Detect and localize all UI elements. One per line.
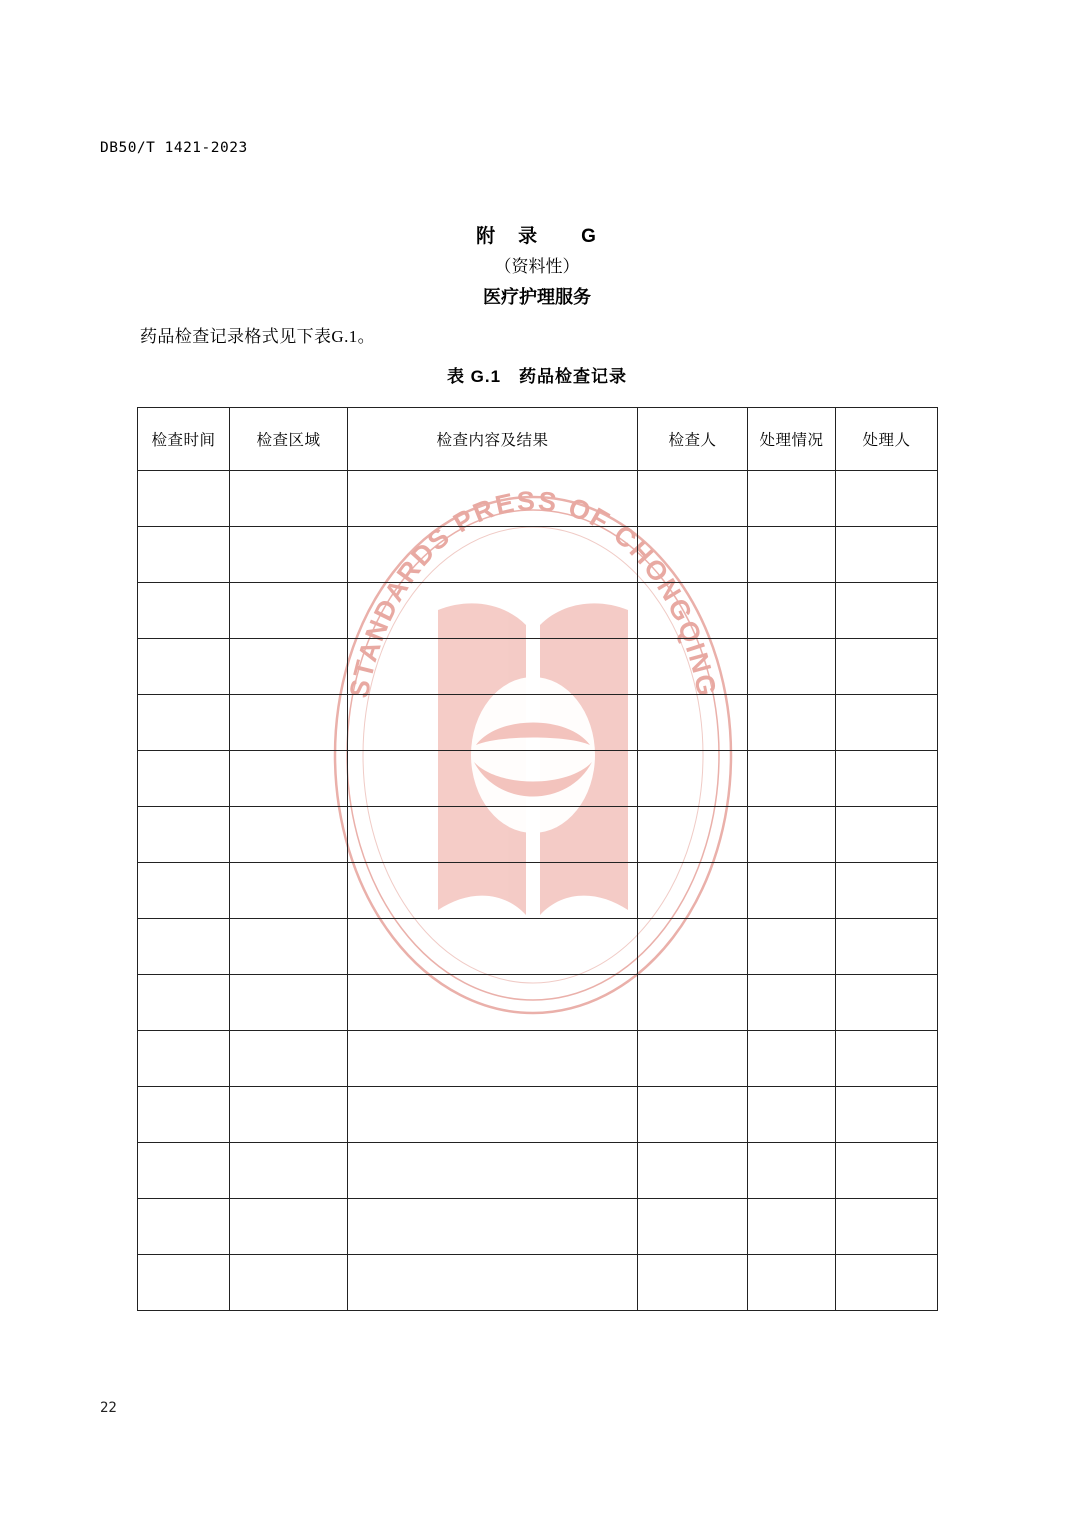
column-header-inspection-time: 检查时间 (138, 408, 230, 471)
column-header-inspection-area: 检查区域 (230, 408, 348, 471)
table-cell[interactable] (836, 527, 938, 583)
annex-name: 医疗护理服务 (483, 287, 591, 307)
table-cell[interactable] (230, 751, 348, 807)
table-row (138, 1087, 938, 1143)
table-cell[interactable] (230, 1143, 348, 1199)
intro-paragraph: 药品检查记录格式见下表G.1。 (140, 327, 376, 346)
table-cell[interactable] (138, 975, 230, 1031)
table-cell[interactable] (138, 1199, 230, 1255)
table-row (138, 527, 938, 583)
table-cell[interactable] (836, 919, 938, 975)
table-cell[interactable] (230, 975, 348, 1031)
table-cell[interactable] (638, 695, 748, 751)
table-cell[interactable] (836, 695, 938, 751)
table-cell[interactable] (748, 471, 836, 527)
table-cell[interactable] (230, 807, 348, 863)
table-cell[interactable] (748, 1087, 836, 1143)
column-header-content-and-result: 检查内容及结果 (348, 408, 638, 471)
table-cell[interactable] (748, 1143, 836, 1199)
table-header-row (138, 408, 938, 471)
table-cell[interactable] (348, 863, 638, 919)
annex-heading-block (0, 222, 1074, 312)
svg-text:STANDARDS PRESS OF CHONGQIN: STANDARDS PRESS OF CHONGQING (343, 490, 723, 701)
table-row (138, 639, 938, 695)
table-row (138, 695, 938, 751)
table-cell[interactable] (348, 471, 638, 527)
table-cell[interactable] (138, 639, 230, 695)
table-cell[interactable] (638, 807, 748, 863)
table-cell[interactable] (348, 583, 638, 639)
table-cell[interactable] (748, 583, 836, 639)
table-cell[interactable] (638, 919, 748, 975)
table-cell[interactable] (836, 1031, 938, 1087)
table-row (138, 1199, 938, 1255)
table-cell[interactable] (348, 751, 638, 807)
table-cell[interactable] (748, 751, 836, 807)
table-cell[interactable] (138, 527, 230, 583)
table-cell[interactable] (348, 1143, 638, 1199)
table-cell[interactable] (230, 527, 348, 583)
table-cell[interactable] (638, 1143, 748, 1199)
column-header-inspector: 检查人 (638, 408, 748, 471)
table-cell[interactable] (638, 1087, 748, 1143)
table-cell[interactable] (348, 919, 638, 975)
table-cell[interactable] (836, 751, 938, 807)
table-body (138, 471, 938, 1311)
table-cell[interactable] (836, 1143, 938, 1199)
table-cell[interactable] (836, 863, 938, 919)
table-row (138, 1143, 938, 1199)
table-row (138, 751, 938, 807)
table-cell[interactable] (836, 639, 938, 695)
table-cell[interactable] (836, 471, 938, 527)
table-cell[interactable] (348, 639, 638, 695)
table-cell[interactable] (348, 1199, 638, 1255)
table-cell[interactable] (138, 1255, 230, 1311)
table-cell[interactable] (638, 1031, 748, 1087)
table-cell[interactable] (836, 975, 938, 1031)
table-cell[interactable] (230, 1255, 348, 1311)
table-cell[interactable] (748, 975, 836, 1031)
table-cell[interactable] (836, 807, 938, 863)
page-number: 22 (100, 1400, 117, 1416)
table-cell[interactable] (348, 1087, 638, 1143)
column-header-handling-status: 处理情况 (748, 408, 836, 471)
table-cell[interactable] (638, 471, 748, 527)
table-cell[interactable] (748, 1031, 836, 1087)
column-header-handler: 处理人 (836, 408, 938, 471)
table-cell[interactable] (138, 695, 230, 751)
table-cell[interactable] (230, 583, 348, 639)
table-cell[interactable] (638, 583, 748, 639)
table-cell[interactable] (138, 1031, 230, 1087)
table-cell[interactable] (138, 751, 230, 807)
annex-type: （资料性） (494, 257, 580, 276)
table-cell[interactable] (638, 751, 748, 807)
table-cell[interactable] (748, 695, 836, 751)
table-cell[interactable] (138, 583, 230, 639)
table-cell[interactable] (748, 1255, 836, 1311)
table-cell[interactable] (138, 471, 230, 527)
table-row (138, 471, 938, 527)
table-row (138, 1031, 938, 1087)
table-cell[interactable] (230, 919, 348, 975)
table-cell[interactable] (638, 863, 748, 919)
table-cell[interactable] (748, 807, 836, 863)
table-cell[interactable] (138, 1087, 230, 1143)
table-cell[interactable] (748, 639, 836, 695)
table-cell[interactable] (748, 527, 836, 583)
table-cell[interactable] (836, 1199, 938, 1255)
table-cell[interactable] (138, 863, 230, 919)
annex-title: 附 录 G (476, 226, 598, 247)
table-row (138, 583, 938, 639)
table-row (138, 863, 938, 919)
table-cell[interactable] (138, 1143, 230, 1199)
table-cell[interactable] (638, 527, 748, 583)
table-cell[interactable] (138, 919, 230, 975)
table-cell[interactable] (348, 807, 638, 863)
table-cell[interactable] (348, 1255, 638, 1311)
table-cell[interactable] (638, 1255, 748, 1311)
table-cell[interactable] (638, 1199, 748, 1255)
table-row (138, 975, 938, 1031)
table-cell[interactable] (348, 975, 638, 1031)
table-row (138, 1255, 938, 1311)
table-cell[interactable] (230, 1087, 348, 1143)
table-cell[interactable] (638, 975, 748, 1031)
table-cell[interactable] (348, 1031, 638, 1087)
drug-inspection-table (137, 407, 938, 1311)
table-caption: 表 G.1 药品检查记录 (446, 367, 628, 386)
table-cell[interactable] (230, 1031, 348, 1087)
table-cell[interactable] (836, 1087, 938, 1143)
table-cell[interactable] (748, 919, 836, 975)
table-cell[interactable] (836, 1255, 938, 1311)
table-cell[interactable] (748, 863, 836, 919)
table-cell[interactable] (230, 471, 348, 527)
table-cell[interactable] (836, 583, 938, 639)
table-cell[interactable] (348, 527, 638, 583)
table-cell[interactable] (348, 695, 638, 751)
table-cell[interactable] (748, 1199, 836, 1255)
drug-inspection-table-wrapper (137, 407, 937, 1311)
table-row (138, 919, 938, 975)
table-row (138, 807, 938, 863)
standard-code-header: DB50/T 1421-2023 (100, 140, 248, 156)
table-cell[interactable] (230, 1199, 348, 1255)
table-cell[interactable] (138, 807, 230, 863)
table-cell[interactable] (638, 639, 748, 695)
table-cell[interactable] (230, 863, 348, 919)
table-cell[interactable] (230, 639, 348, 695)
table-cell[interactable] (230, 695, 348, 751)
